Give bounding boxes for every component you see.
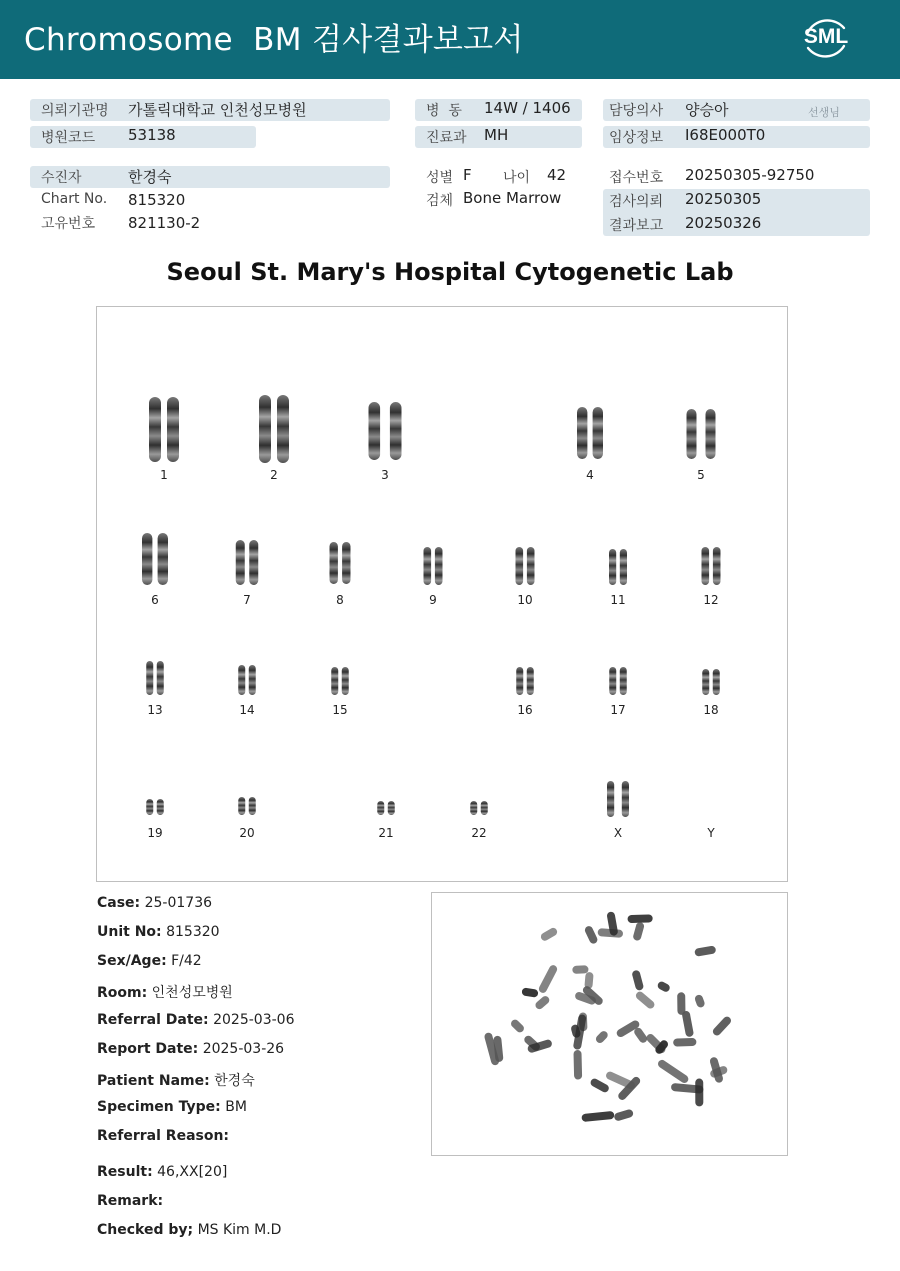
chromatid	[249, 540, 258, 585]
chromatid	[622, 781, 629, 817]
chromosome-label-13: 13	[147, 703, 163, 717]
chromosome-pair-14	[238, 665, 256, 695]
patient-label: 수진자	[41, 170, 82, 186]
metaphase-chromosome	[677, 992, 685, 1015]
chromosome-pair-3	[369, 402, 402, 460]
chromosome-pair-15	[331, 667, 349, 695]
case-label: Case:	[97, 895, 141, 911]
logo-text: SML	[803, 25, 849, 48]
report-date-label: Report Date:	[97, 1041, 199, 1057]
metaphase-chromosome	[613, 1109, 634, 1122]
chromatid	[238, 797, 245, 815]
chromatid	[435, 547, 443, 585]
metaphase-chromosome	[634, 990, 656, 1010]
chromosome-pair-18	[702, 669, 720, 695]
metaphase-chromosome	[584, 972, 593, 989]
case-value: 25-01736	[144, 895, 213, 911]
chromosome-pair-7	[236, 540, 259, 585]
chromatid	[687, 409, 697, 459]
chromatid	[516, 547, 524, 585]
patient-row	[30, 166, 390, 188]
chromosome-pair-1	[149, 397, 179, 462]
hospital-code-value: 53138	[128, 126, 176, 144]
report-label: 결과보고	[609, 218, 664, 234]
specimen-value: Bone Marrow	[463, 189, 562, 207]
result-value: 46,XX[20]	[157, 1164, 228, 1180]
metaphase-chromosome	[572, 965, 588, 974]
chromosome-label-6: 6	[151, 593, 159, 607]
metaphase-chromosome	[509, 1018, 525, 1034]
chromatid	[527, 667, 534, 695]
chromatid	[593, 407, 603, 459]
chromosome-pair-9	[424, 547, 443, 585]
metaphase-chromosome	[694, 945, 716, 956]
chromosome-label-16: 16	[517, 703, 533, 717]
unit-label: Unit No:	[97, 924, 162, 940]
chromatid	[236, 540, 245, 585]
chromosome-label-17: 17	[610, 703, 626, 717]
sex-label: 성별	[426, 170, 454, 186]
karyotype-figure	[96, 306, 788, 882]
chromatid	[146, 661, 153, 695]
checked-value: MS Kim M.D	[197, 1222, 282, 1238]
age-label: 나이	[503, 170, 531, 186]
referral-date-label: Referral Date:	[97, 1012, 209, 1028]
chromosome-pair-11	[609, 549, 627, 585]
metaphase-chromosome	[631, 969, 644, 991]
metaphase-chromosome	[534, 994, 551, 1010]
chart-value: 815320	[128, 191, 186, 209]
chromatid	[607, 781, 614, 817]
sexage-value: F/42	[171, 953, 202, 969]
chromatid	[713, 547, 721, 585]
chromatid	[167, 397, 179, 462]
metaphase-figure	[431, 892, 788, 1156]
sex-value: F	[463, 166, 472, 184]
result-label: Result:	[97, 1164, 153, 1180]
chromatid	[702, 547, 710, 585]
chromosome-label-8: 8	[336, 593, 344, 607]
chromatid	[157, 799, 164, 815]
metaphase-chromosome	[537, 964, 558, 994]
metaphase-chromosome	[589, 1077, 610, 1093]
request-value: 20250305	[685, 190, 762, 208]
chromatid	[369, 402, 381, 460]
room-label: Room:	[97, 985, 148, 1001]
chromatid	[388, 801, 395, 815]
receipt-value: 20250305-92750	[685, 166, 815, 184]
chromosome-label-12: 12	[703, 593, 719, 607]
chart-label: Chart No.	[41, 191, 108, 207]
metaphase-chromosome	[656, 980, 671, 993]
institution-value: 가톨릭대학교 인천성모병원	[128, 101, 307, 119]
patient-name-value: 한경숙	[214, 1073, 255, 1089]
dept-value: MH	[484, 126, 509, 144]
chromosome-label-11: 11	[610, 593, 626, 607]
metaphase-chromosome	[521, 987, 538, 997]
metaphase-chromosome	[711, 1015, 732, 1037]
chromatid	[390, 402, 402, 460]
metaphase-chromosome	[656, 1058, 689, 1084]
id-label: 고유번호	[41, 216, 96, 232]
id-value: 821130-2	[128, 214, 201, 232]
ward-label: 병 동	[426, 103, 462, 119]
chromosome-pair-5	[687, 409, 716, 459]
chromatid	[577, 407, 587, 459]
ward-value: 14W / 1406	[484, 99, 571, 117]
chromosome-pair-4	[577, 407, 603, 459]
chromosome-label-3: 3	[381, 468, 389, 482]
chromosome-label-10: 10	[517, 593, 533, 607]
metaphase-chromosome	[627, 914, 652, 923]
patient-name-label: Patient Name:	[97, 1073, 210, 1089]
remark-label: Remark:	[97, 1193, 164, 1209]
chromosome-pair-12	[702, 547, 721, 585]
chromosome-pair-8	[330, 542, 351, 584]
age-value: 42	[547, 166, 567, 184]
hospital-code-label: 병원코드	[41, 130, 96, 146]
chromatid	[342, 667, 349, 695]
metaphase-chromosome	[539, 926, 558, 942]
doctor-label: 담당의사	[609, 103, 664, 119]
remark-row	[97, 1193, 163, 1209]
referral-date-value: 2025-03-06	[213, 1012, 295, 1028]
clinical-label: 임상정보	[609, 130, 664, 146]
chromosome-label-1: 1	[160, 468, 168, 482]
chromatid	[609, 549, 616, 585]
chromosome-label-22: 22	[471, 826, 487, 840]
chromosome-pair-22	[470, 801, 488, 815]
chromosome-label-9: 9	[429, 593, 437, 607]
chromosome-label-21: 21	[378, 826, 394, 840]
report-date-value: 2025-03-26	[202, 1041, 285, 1057]
chromatid	[702, 669, 709, 695]
room-value: 인천성모병원	[151, 985, 233, 1001]
chromosome-pair-X	[607, 781, 629, 817]
chromatid	[713, 669, 720, 695]
report-header	[0, 0, 900, 79]
chromosome-label-18: 18	[703, 703, 719, 717]
chromosome-label-4: 4	[586, 468, 594, 482]
specimen-label: 검체	[426, 193, 454, 209]
chromosome-label-5: 5	[697, 468, 705, 482]
chromosome-pair-16	[516, 667, 534, 695]
chromosome-label-15: 15	[332, 703, 348, 717]
room-row	[97, 982, 233, 1002]
chromosome-pair-17	[609, 667, 627, 695]
chromatid	[377, 801, 384, 815]
chromatid	[516, 667, 523, 695]
doctor-value: 양승아	[685, 101, 729, 119]
clinical-value: I68E000T0	[685, 126, 766, 144]
chromatid	[238, 665, 245, 695]
checked-row	[97, 1222, 281, 1238]
chromosome-pair-19	[146, 799, 164, 815]
chromosome-label-2: 2	[270, 468, 278, 482]
report-date-row	[97, 1041, 284, 1057]
metaphase-chromosome	[581, 1111, 614, 1122]
metaphase-chromosome	[584, 925, 599, 945]
chromatid	[620, 667, 627, 695]
chromatid	[470, 801, 477, 815]
chromatid	[142, 533, 152, 585]
specimen-type-row	[97, 1099, 247, 1115]
chromatid	[259, 395, 271, 463]
checked-label: Checked by;	[97, 1222, 194, 1238]
chromosome-pair-6	[142, 533, 168, 585]
chromosome-pair-10	[516, 547, 535, 585]
referral-reason-row	[97, 1128, 229, 1144]
chromosome-label-X: X	[613, 826, 623, 840]
unit-value: 815320	[166, 924, 220, 940]
chromatid	[620, 549, 627, 585]
patient-name-row	[97, 1070, 255, 1090]
chromatid	[146, 799, 153, 815]
sexage-row	[97, 953, 202, 969]
chromosome-label-14: 14	[239, 703, 255, 717]
institution-label: 의뢰기관명	[41, 103, 109, 119]
chromatid	[609, 667, 616, 695]
metaphase-chromosome	[632, 921, 645, 941]
chromosome-pair-13	[146, 661, 164, 695]
chromatid	[424, 547, 432, 585]
specimen-type-label: Specimen Type:	[97, 1099, 221, 1115]
referral-date-row	[97, 1012, 294, 1028]
metaphase-image	[432, 893, 787, 1155]
case-row	[97, 895, 212, 911]
chromatid	[158, 533, 168, 585]
metaphase-chromosome	[673, 1038, 696, 1047]
chromatid	[706, 409, 716, 459]
unit-row	[97, 924, 220, 940]
chromosome-pair-20	[238, 797, 256, 815]
metaphase-chromosome	[681, 1010, 694, 1037]
chromatid	[149, 397, 161, 462]
request-label: 검사의뢰	[609, 194, 664, 210]
sexage-label: Sex/Age:	[97, 953, 167, 969]
chromosome-pair-21	[377, 801, 395, 815]
chromatid	[249, 665, 256, 695]
chromosome-label-19: 19	[147, 826, 163, 840]
chromatid	[527, 547, 535, 585]
referral-reason-label: Referral Reason:	[97, 1128, 230, 1144]
result-row	[97, 1164, 227, 1180]
chromatid	[330, 542, 338, 584]
sml-logo	[800, 12, 852, 64]
chromosome-label-Y: Y	[707, 826, 715, 840]
metaphase-chromosome	[594, 1029, 609, 1044]
chromatid	[157, 661, 164, 695]
lab-title: Seoul St. Mary's Hospital Cytogenetic Lab	[166, 258, 734, 286]
report-title: Chromosome BM 검사결과보고서	[24, 22, 524, 58]
report-value: 20250326	[685, 214, 762, 232]
specimen-type-value: BM	[225, 1099, 247, 1115]
doctor-suffix: 선생님	[808, 106, 840, 119]
chromatid	[342, 542, 350, 584]
patient-value: 한경숙	[128, 168, 172, 186]
chromatid	[481, 801, 488, 815]
metaphase-chromosome	[573, 1050, 582, 1080]
chromatid	[331, 667, 338, 695]
chromosome-label-20: 20	[239, 826, 255, 840]
chromosome-pair-2	[259, 395, 289, 463]
chromatid	[277, 395, 289, 463]
chromatid	[249, 797, 256, 815]
chromosome-label-7: 7	[243, 593, 251, 607]
receipt-label: 접수번호	[609, 170, 664, 186]
dept-label: 진료과	[426, 130, 467, 146]
metaphase-chromosome	[694, 994, 706, 1009]
